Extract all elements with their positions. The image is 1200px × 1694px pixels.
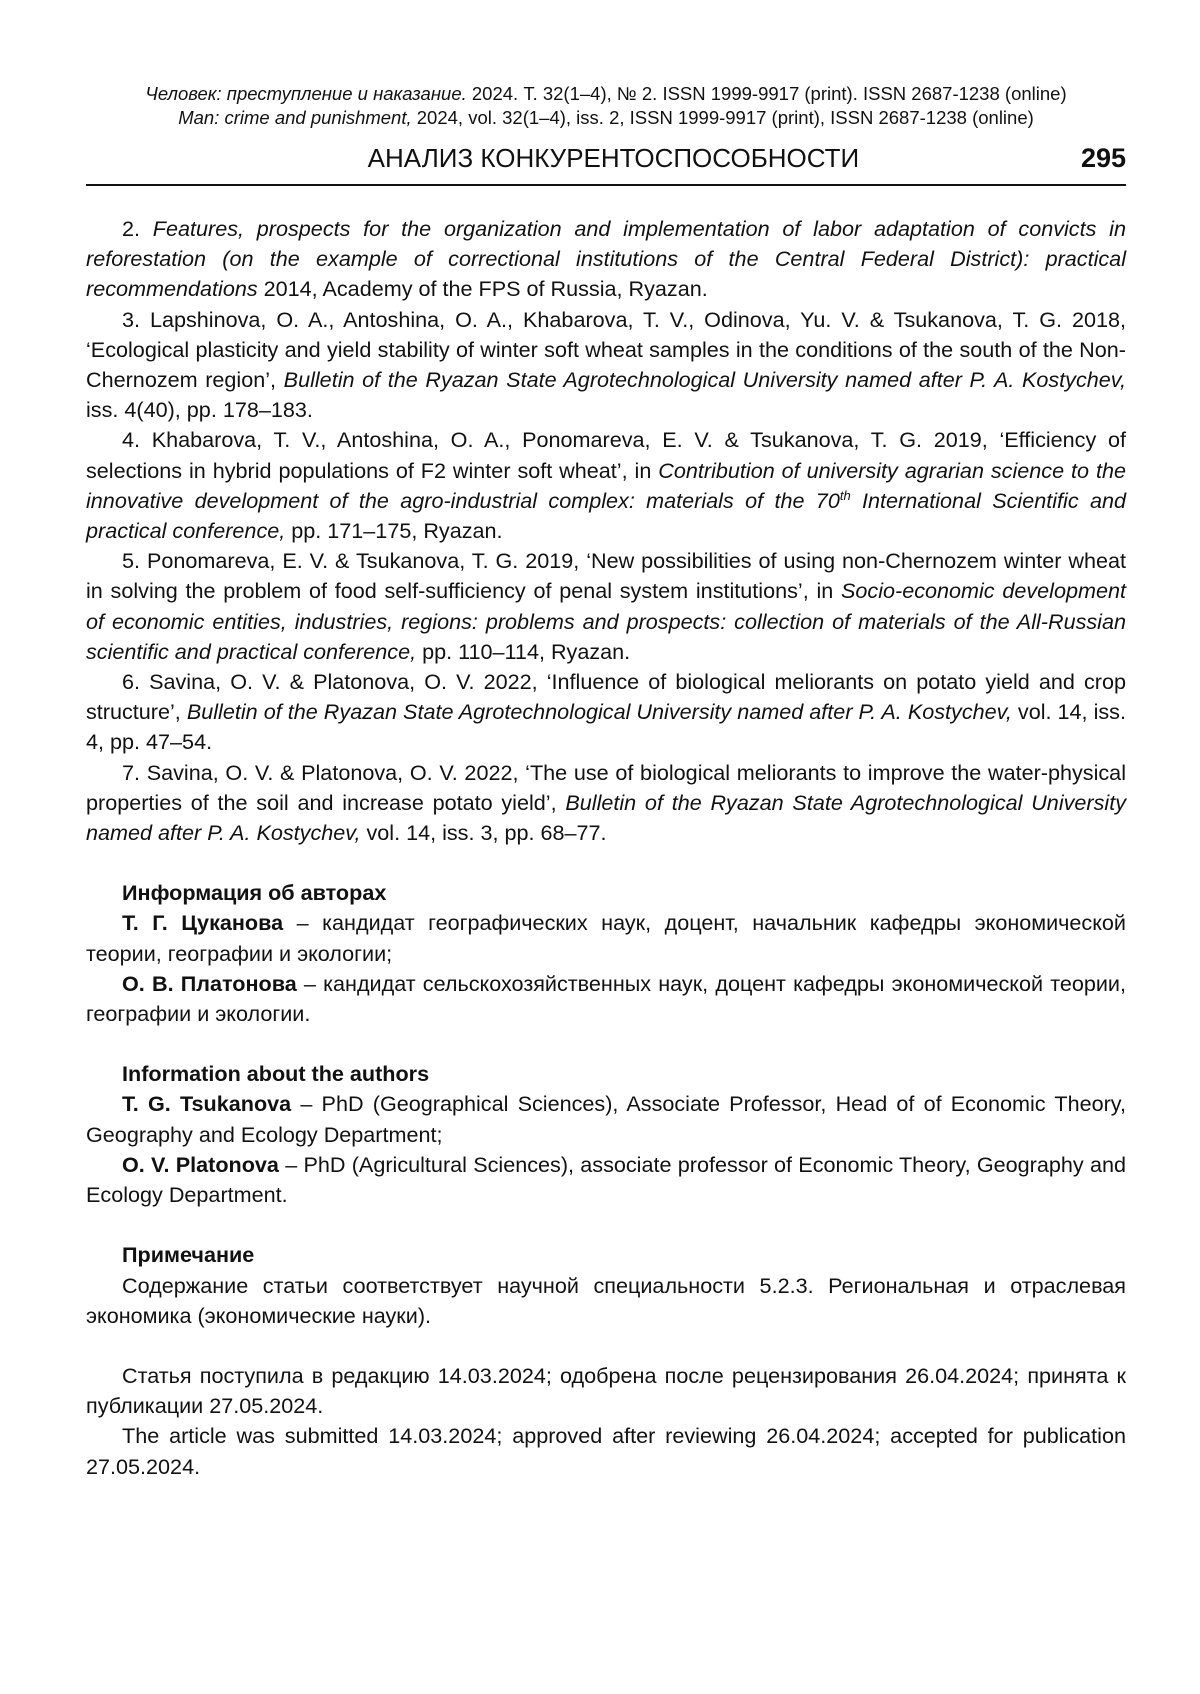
authors-en-heading: Information about the authors [122, 1061, 430, 1087]
authors-ru-section [86, 878, 1126, 1029]
running-title: АНАЛИЗ КОНКУРЕНТОСПОСОБНОСТИ [367, 143, 860, 173]
journal-info-ru: 2024. Т. 32(1–4), № 2. ISSN 1999-9917 (print). ISSN 2687-1238 (online) [466, 83, 1067, 104]
reference-item: 5. Ponomareva, E. V. & Tsukanova, T. G. 2019, ‘New possibilities of using non-Chernozem winter wheat in solving the problem of food self-sufficiency of penal system institutions’, in Socio-economic development of economic entities, industries, regions: problems and prospects: collection of materials of the All-Russian scientific and practical conference, pp. 110–114, Ryazan. [86, 548, 1126, 664]
author-name: O. V. Platonova [122, 1151, 279, 1177]
journal-line-en [86, 106, 1126, 130]
reference-item: 2. Features, prospects for the organization and implementation of labor adaptation of convicts in reforestation (on the example of correctional institutions of the Central Federal District): practical recommendations 2014, Academy of the FPS of Russia, Ryazan. [86, 216, 1126, 302]
journal-header [86, 82, 1126, 130]
note-section [86, 1240, 1126, 1331]
reference-item: 6. Savina, O. V. & Platonova, O. V. 2022, ‘Influence of biological meliorants on potato yield and crop structure’, Bulletin of the Ryazan State Agrotechnological University named after P. A. Kostychev, vol. 14, iss. 4, pp. 47–54. [86, 669, 1126, 755]
reference-list [86, 214, 1126, 848]
dates-ru: Статья поступила в редакцию 14.03.2024; одобрена после рецензирования 26.04.2024; принята к публикации 27.05.2024. [86, 1362, 1126, 1419]
note-heading: Примечание [122, 1242, 255, 1268]
author-entry: T. G. Tsukanova – PhD (Geographical Sciences), Associate Professor, Head of of Economic Theory, Geography and Ecology Department; [86, 1091, 1126, 1147]
author-entry: О. В. Платонова – кандидат сельскохозяйственных наук, доцент кафедры экономической теории, географии и экологии. [86, 970, 1126, 1027]
author-name: T. G. Tsukanova [122, 1091, 292, 1117]
author-entry: Т. Г. Цуканова – кандидат географических наук, доцент, начальник кафедры экономической теории, географии и экологии; [86, 910, 1126, 966]
authors-ru-heading: Информация об авторах [122, 880, 387, 906]
author-name: О. В. Платонова [122, 970, 297, 996]
reference-item: 3. Lapshinova, O. A., Antoshina, O. A., Khabarova, T. V., Odinova, Yu. V. & Tsukanova, T. G. 2018, ‘Ecological plasticity and yield stability of winter soft wheat samples in the conditions of the south of the Non-Chernozem region’, Bulletin of the Ryazan State Agrotechnological University named after P. A. Kostychev, iss. 4(40), pp. 178–183. [86, 306, 1126, 423]
header-rule [86, 184, 1126, 186]
journal-line-ru [86, 82, 1126, 106]
journal-title-ru: Человек: преступление и наказание. [145, 83, 467, 104]
dates-en: The article was submitted 14.03.2024; approved after reviewing 26.04.2024; accepted for publication 27.05.2024. [86, 1423, 1126, 1479]
authors-en-section [86, 1059, 1126, 1210]
journal-info-en: 2024, vol. 32(1–4), iss. 2, ISSN 1999-9917 (print), ISSN 2687-1238 (online) [411, 107, 1034, 128]
reference-item: 7. Savina, O. V. & Platonova, O. V. 2022, ‘The use of biological meliorants to improve the water-physical properties of the soil and increase potato yield’, Bulletin of the Ryazan State Agrotechnological University named after P. A. Kostychev, vol. 14, iss. 3, pp. 68–77. [86, 759, 1127, 846]
dates-section [86, 1361, 1126, 1482]
page [86, 0, 1126, 1482]
author-entry: O. V. Platonova – PhD (Agricultural Sciences), associate professor of Economic Theory, Geography and Ecology Department. [86, 1151, 1126, 1208]
note-text: Содержание статьи соответствует научной специальности 5.2.3. Региональная и отраслевая экономика (экономические науки). [86, 1272, 1126, 1328]
page-number: 295 [1080, 143, 1126, 173]
author-name: Т. Г. Цуканова [122, 910, 284, 936]
running-header [86, 141, 1126, 175]
journal-title-en: Man: crime and punishment, [178, 107, 412, 128]
reference-item: 4. Khabarova, T. V., Antoshina, O. A., Ponomareva, E. V. & Tsukanova, T. G. 2019, ‘Efficiency of selections in hybrid populations of F2 winter soft wheat’, in Contribution of university agrarian science to the innovative development of the agro-industrial complex: materials of the 70th International Scientific and practical conference, pp. 171–175, Ryazan. [86, 427, 1126, 544]
